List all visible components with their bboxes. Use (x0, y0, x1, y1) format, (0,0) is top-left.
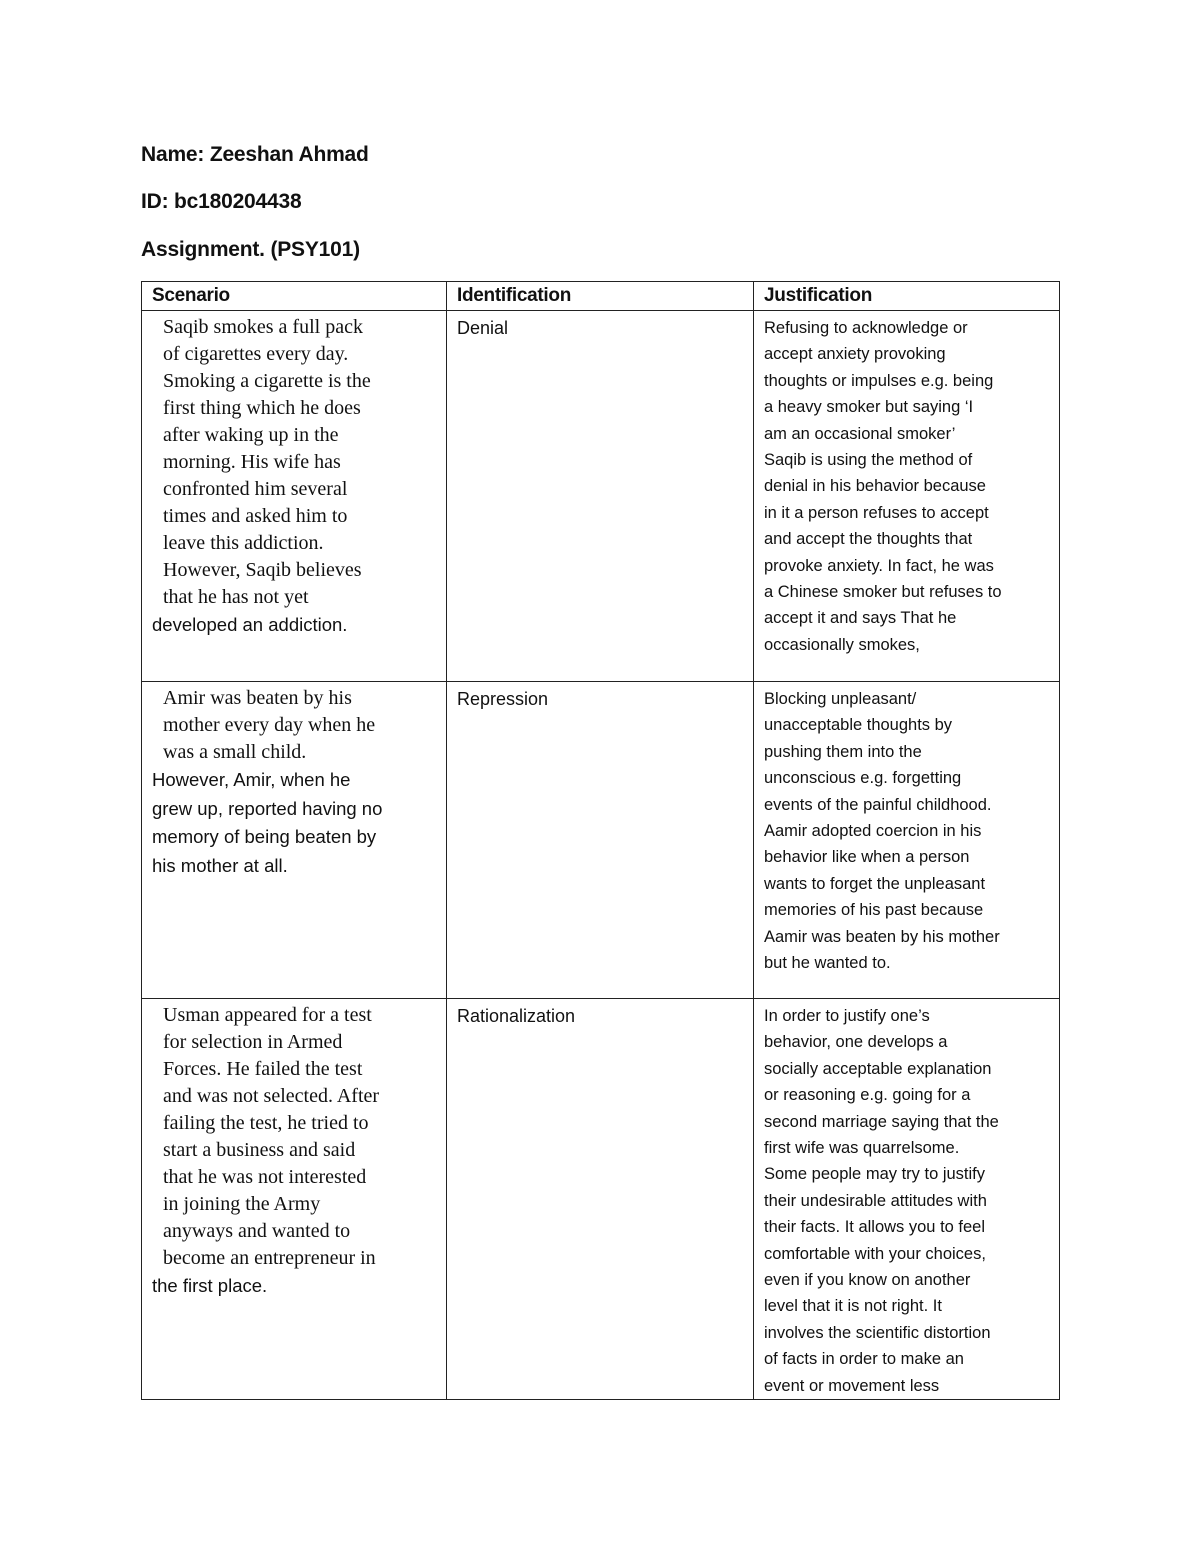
justification-line: Blocking unpleasant/ (764, 690, 917, 708)
table-row (142, 311, 1060, 682)
scenario-line: grew up, reported having no (152, 797, 383, 819)
scenario-line: leave this addiction. (163, 532, 324, 554)
scenario-line: become an entrepreneur in (163, 1247, 376, 1269)
justification-cell (754, 682, 1060, 999)
justification-line: a heavy smoker but saying ‘I (764, 398, 974, 417)
table-header-row (142, 282, 1060, 311)
header-justification: Justification (754, 282, 1060, 311)
justification-line: provoke anxiety. In fact, he was (764, 556, 994, 575)
scenario-line: memory of being beaten by (152, 826, 377, 847)
scenario-line: his mother at all. (152, 854, 288, 876)
scenario-line: Amir was beaten by his (163, 687, 352, 709)
identification-cell (447, 311, 754, 682)
justification-line: or reasoning e.g. going for a (764, 1086, 971, 1105)
scenario-cell (142, 999, 447, 1400)
justification-line: unconscious e.g. forgetting (764, 769, 962, 788)
scenario-line: developed an addiction. (152, 614, 348, 635)
justification-line: and accept the thoughts that (764, 530, 973, 549)
justification-line: Aamir adopted coercion in his (764, 822, 982, 841)
justification-line: but he wanted to. (764, 954, 891, 973)
justification-line: memories of his past because (764, 901, 984, 920)
student-name: Name: Zeeshan Ahmad (141, 143, 369, 166)
scenario-line: mother every day when he (163, 714, 376, 736)
scenario-line: of cigarettes every day. (163, 343, 349, 365)
justification-line: events of the painful childhood. (764, 795, 992, 814)
justification-line: accept it and says That he (764, 609, 957, 628)
justification-line: accept anxiety provoking (764, 345, 946, 364)
scenario-line: Usman appeared for a test (163, 1004, 372, 1026)
justification-line: second marriage saying that the (764, 1112, 999, 1131)
header-identification: Identification (447, 282, 754, 311)
justification-line: of facts in order to make an (764, 1350, 964, 1369)
justification-line: event or movement less (764, 1376, 940, 1395)
justification-cell (754, 311, 1060, 682)
justification-line: comfortable with your choices, (764, 1244, 986, 1263)
justification-line: Saqib is using the method of (764, 451, 973, 470)
justification-line: first wife was quarrelsome. (764, 1139, 960, 1158)
scenario-line: start a business and said (163, 1139, 356, 1161)
justification-line: their undesirable attitudes with (764, 1191, 987, 1210)
justification-line: unacceptable thoughts by (764, 716, 953, 735)
justification-line: behavior like when a person (764, 848, 970, 867)
justification-line: wants to forget the unpleasant (764, 874, 986, 893)
scenario-line: confronted him several (163, 478, 348, 500)
scenario-line: for selection in Armed (163, 1031, 343, 1053)
identification-cell (447, 682, 754, 999)
scenario-line: However, Saqib believes (163, 559, 362, 581)
scenario-line: after waking up in the (163, 424, 339, 446)
identification-label: Denial (457, 318, 509, 338)
identification-cell (447, 999, 754, 1400)
scenario-line: failing the test, he tried to (163, 1112, 369, 1134)
identification-label: Repression (457, 689, 549, 709)
scenario-line: first thing which he does (163, 397, 361, 419)
table-row (142, 999, 1060, 1400)
justification-line: socially acceptable explanation (764, 1059, 992, 1078)
justification-line: Some people may try to justify (764, 1165, 986, 1184)
justification-line: even if you know on another (764, 1271, 971, 1290)
justification-line: Aamir was beaten by his mother (764, 927, 1000, 946)
scenario-line: and was not selected. After (163, 1085, 380, 1107)
scenario-line: However, Amir, when he (152, 769, 351, 790)
scenario-line: times and asked him to (163, 505, 348, 527)
header-scenario: Scenario (142, 282, 447, 311)
justification-line: a Chinese smoker but refuses to (764, 583, 1002, 602)
justification-line: am an occasional smoker’ (764, 424, 956, 443)
defense-mechanisms-table (141, 281, 1060, 1400)
table-row (142, 682, 1060, 999)
scenario-cell (142, 311, 447, 682)
scenario-line: morning. His wife has (163, 451, 341, 473)
identification-label: Rationalization (457, 1006, 576, 1026)
scenario-cell (142, 682, 447, 999)
justification-line: behavior, one develops a (764, 1033, 948, 1052)
assignment-title: Assignment. (PSY101) (141, 238, 360, 261)
justification-line: involves the scientific distortion (764, 1323, 991, 1342)
scenario-line: Smoking a cigarette is the (163, 370, 371, 392)
scenario-line: Forces. He failed the test (163, 1058, 363, 1080)
scenario-line: was a small child. (163, 741, 307, 763)
justification-line: their facts. It allows you to feel (764, 1218, 986, 1237)
justification-line: Refusing to acknowledge or (764, 319, 968, 337)
justification-cell (754, 999, 1060, 1400)
scenario-line: that he has not yet (163, 586, 309, 608)
scenario-line: anyways and wanted to (163, 1220, 351, 1242)
justification-line: level that it is not right. It (764, 1297, 942, 1316)
scenario-line: Saqib smokes a full pack (163, 316, 363, 338)
scenario-line: the first place. (152, 1275, 268, 1296)
justification-line: in it a person refuses to accept (764, 503, 989, 522)
student-id: ID: bc180204438 (141, 190, 302, 213)
justification-line: pushing them into the (764, 742, 922, 761)
justification-line: In order to justify one’s (764, 1007, 930, 1025)
scenario-line: in joining the Army (163, 1193, 321, 1215)
justification-line: thoughts or impulses e.g. being (764, 371, 994, 390)
scenario-line: that he was not interested (163, 1166, 367, 1188)
justification-line: denial in his behavior because (764, 477, 986, 496)
justification-line: occasionally smokes, (764, 635, 920, 654)
